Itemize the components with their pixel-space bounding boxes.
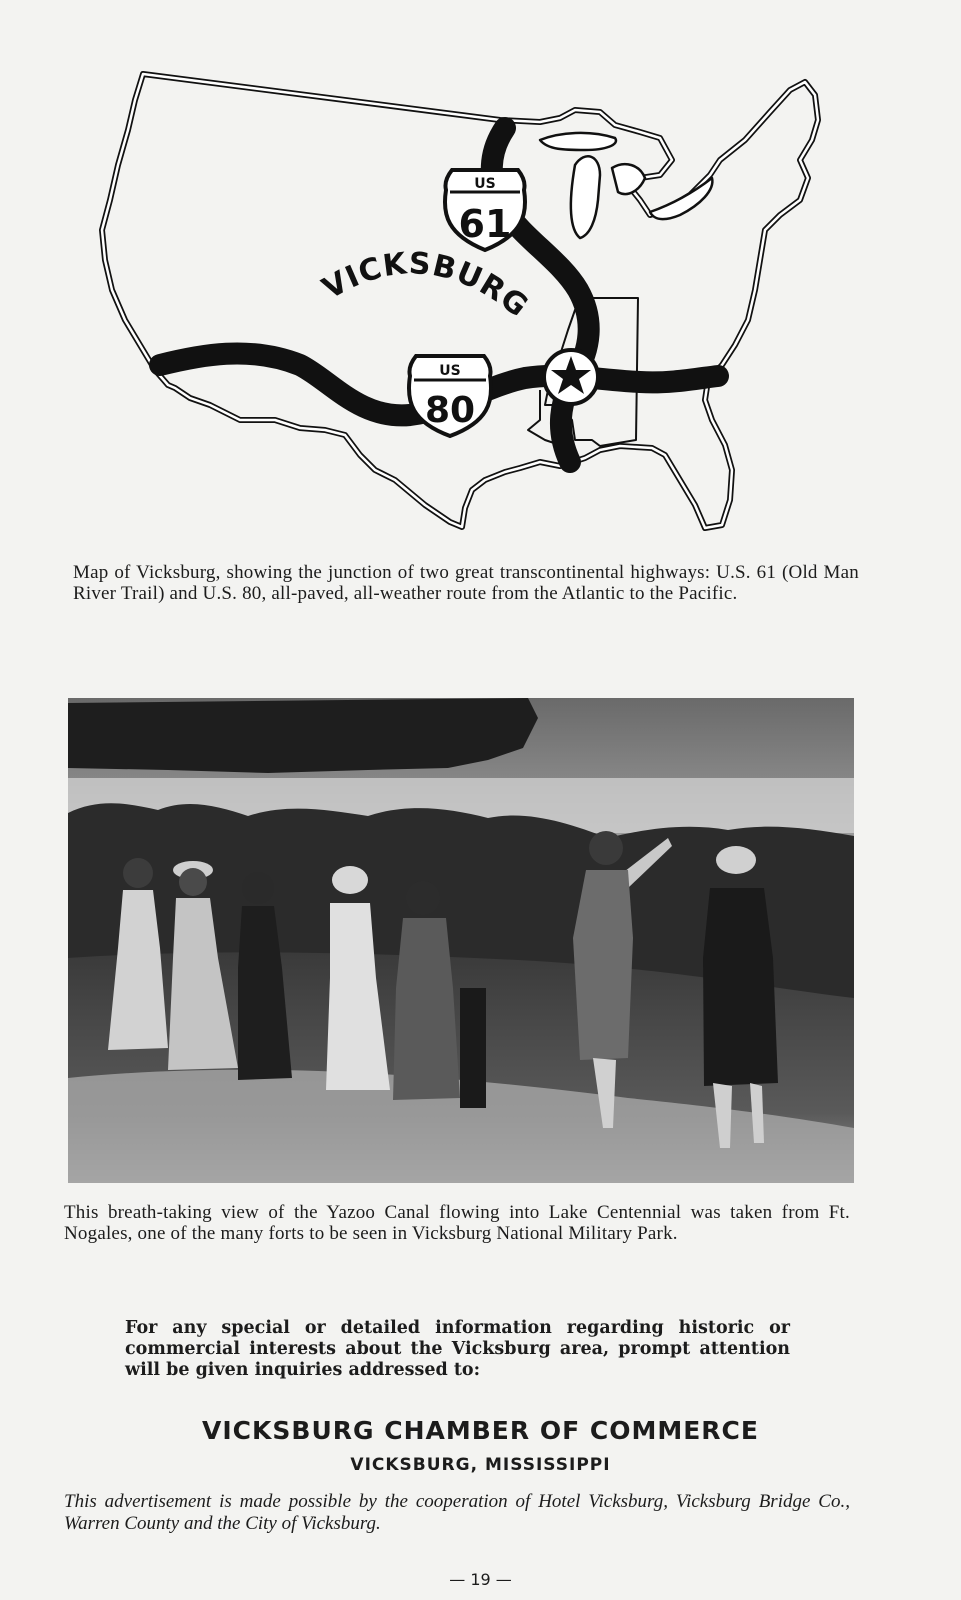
us-outline [102,74,818,528]
advertisement-note: This advertisement is made possible by the cooperation of Hotel Vicksburg, Vicksburg Bridge Co., Warren County and the City of Vicksburg. [64,1491,850,1534]
us-61-shield-top: US [474,176,496,192]
page-number: — 19 — [449,1570,512,1589]
us-61-shield-number: 61 [458,202,512,246]
us-80-shield-number: 80 [424,390,476,431]
organization-name: VICKSBURG CHAMBER OF COMMERCE [202,1416,759,1445]
vicksburg-star-marker [544,350,598,404]
us-61-shield-icon [445,170,525,250]
us-highway-map [95,68,840,548]
canal-view-photo [68,698,854,1183]
map-caption: Map of Vicksburg, showing the junction of two great transcontinental highways: U.S. 61 (Old Man River Trail) and U.S. 80, all-paved, all-weather route from the Atlantic to the Pacific. [73,562,859,604]
organization-location: VICKSBURG, MISSISSIPPI [350,1455,611,1475]
photo-caption: This breath-taking view of the Yazoo Canal flowing into Lake Centennial was taken from Ft. Nogales, one of the many forts to be seen in Vicksburg National Military Park. [64,1202,850,1244]
us-80-shield-top: US [439,363,461,379]
inquiry-text: For any special or detailed information regarding historic or commercial interests about the Vicksburg area, prompt attention will be given inquiries addressed to: [125,1318,790,1380]
map-city-label: VICKSBURG [316,246,535,325]
